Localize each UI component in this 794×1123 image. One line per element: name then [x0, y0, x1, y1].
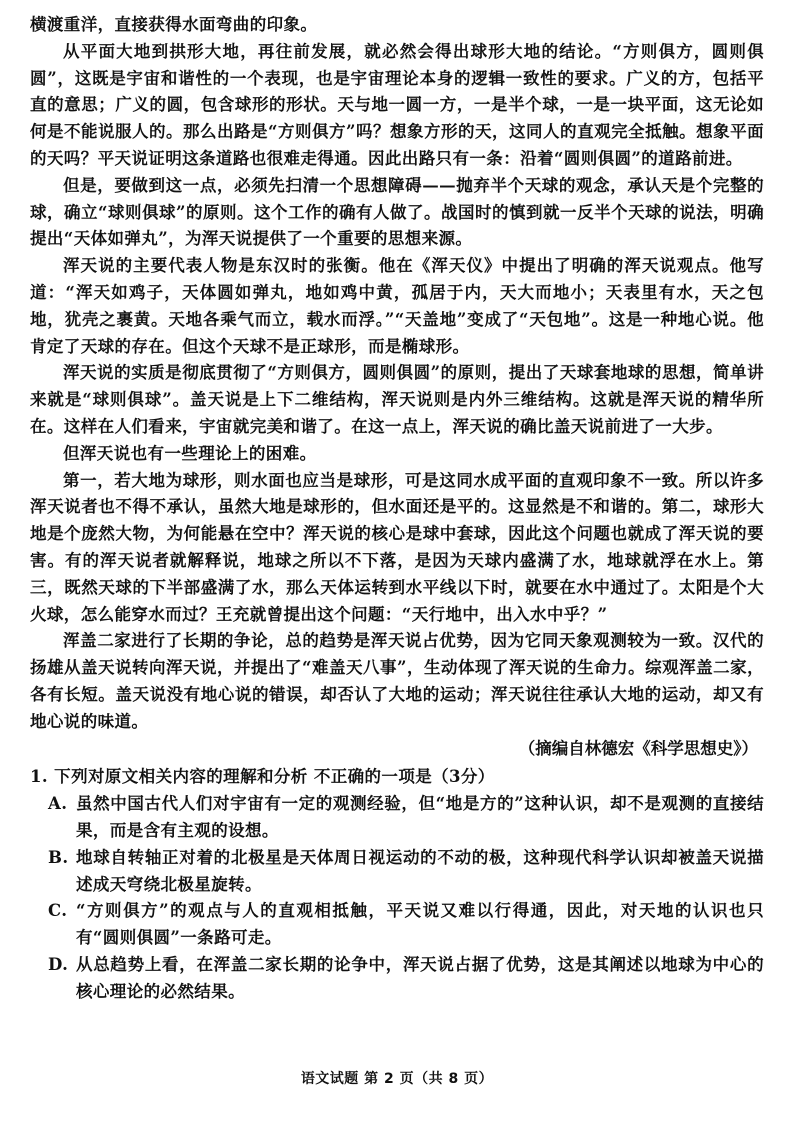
- article-paragraph: 从平面大地到拱形大地，再往前发展，就必然会得出球形大地的结论。“方则俱方，圆则俱圆”，这既是宇宙和谐性的一个表现，也是宇宙理论本身的逻辑一致性的要求。广义的方，包括平直的意思；广义的圆，包含球形的形状。天与地一圆一方，一是半个球，一是一块平面，这无论如何是不能说服人的。那么出路是“方则俱方”吗？想象方形的天，这同人的直观完全抵触。想象平面的天吗？平天说证明这条道路也很难走得通。因此出路只有一条：沿着“圆则俱圆”的道路前进。: [30, 41, 764, 168]
- answer-option[interactable]: [30, 791, 764, 845]
- option-letter: C.: [48, 901, 68, 921]
- answer-option[interactable]: [30, 845, 764, 899]
- article-paragraph: 横渡重洋，直接获得水面弯曲的印象。: [30, 15, 318, 34]
- question-options: [30, 791, 764, 1005]
- article-paragraph: 浑天说的实质是彻底贯彻了“方则俱方，圆则俱圆”的原则，提出了天球套地球的思想，简单讲来就是“球则俱球”。盖天说是上下二维结构，浑天说则是内外三维结构。这就是浑天说的精华所在。这样在人们看来，宇宙就完美和谐了。在这一点上，浑天说的确比盖天说前进了一大步。: [30, 363, 764, 436]
- option-text: 地球自转轴正对着的北极星是天体周日视运动的不动的极，这种现代科学认识却被盖天说描述成天穹绕北极星旋转。: [76, 847, 764, 894]
- article-paragraph: 但浑天说也有一些理论上的困难。: [63, 443, 317, 463]
- option-letter: A.: [48, 794, 68, 814]
- page-footer: 语文试题 第 2 页（共 8 页）: [300, 1071, 494, 1087]
- article-body: [30, 12, 764, 736]
- article-paragraph: 第一，若大地为球形，则水面也应当是球形，可是这同水成平面的直观印象不一致。所以许多浑天说者也不得不承认，虽然大地是球形的，但水面还是平的。这显然是不和谐的。第二，球形大地是个庞然大物，为何能悬在空中？浑天说的核心是球中套球，因此这个问题也就成了浑天说的要害。有的浑天说者就解释说，地球之所以不下落，是因为天球内盛满了水，地球就浮在水上。第三，既然天球的下半部盛满了水，那么天体运转到水平线以下时，就要在水中通过了。太阳是个大火球，怎么能穿水而过？王充就曾提出这个问题：“天行地中，出入水中乎？”: [30, 470, 764, 624]
- option-letter: B.: [48, 847, 69, 867]
- article-paragraph: 但是，要做到这一点，必须先扫清一个思想障碍——抛弃半个天球的观念，承认天是个完整的球，确立“球则俱球”的原则。这个工作的确有人做了。战国时的慎到就一反半个天球的说法，明确提出“天体如弹丸”，为浑天说提供了一个重要的思想来源。: [30, 175, 764, 249]
- article-paragraph: 浑盖二家进行了长期的争论，总的趋势是浑天说占优势，因为它同天象观测较为一致。汉代的扬雄从盖天说转向浑天说，并提出了“难盖天八事”，生动体现了浑天说的生命力。综观浑盖二家，各有长短。盖天说没有地心说的错误，却否认了大地的运动；浑天说往往承认大地的运动，却又有地心说的味道。: [30, 631, 764, 731]
- option-text: 虽然中国古代人们对宇宙有一定的观测经验，但“地是方的”这种认识，却不是观测的直接结果，而是含有主观的设想。: [76, 794, 764, 840]
- option-letter: D.: [48, 954, 69, 974]
- question-1: [30, 764, 764, 1005]
- source-citation: （摘编自林德宏《科学思想史》）: [518, 738, 758, 758]
- option-text: 从总趋势上看，在浑盖二家长期的论争中，浑天说占据了优势，这是其阐述以地球为中心的核心理论的必然结果。: [76, 954, 764, 1001]
- answer-option[interactable]: [30, 952, 764, 1006]
- question-stem: 1. 下列对原文相关内容的理解和分析 不正确的一项是（3分）: [30, 767, 495, 787]
- option-text: “方则俱方”的观点与人的直观相抵触，平天说又难以行得通，因此，对天地的认识也只有“圆则俱圆”一条路可走。: [76, 901, 764, 948]
- answer-option[interactable]: [30, 898, 764, 952]
- article-paragraph: 浑天说的主要代表人物是东汉时的张衡。他在《浑天仪》中提出了明确的浑天说观点。他写道：“浑天如鸡子，天体圆如弹丸，地如鸡中黄，孤居于内，天大而地小；天表里有水，天之包地，犹壳之裹黄。天地各乘气而立，载水而浮。”“天盖地”变成了“天包地”。这是一种地心说。他肯定了天球的存在。但这个天球不是正球形，而是椭球形。: [30, 256, 764, 356]
